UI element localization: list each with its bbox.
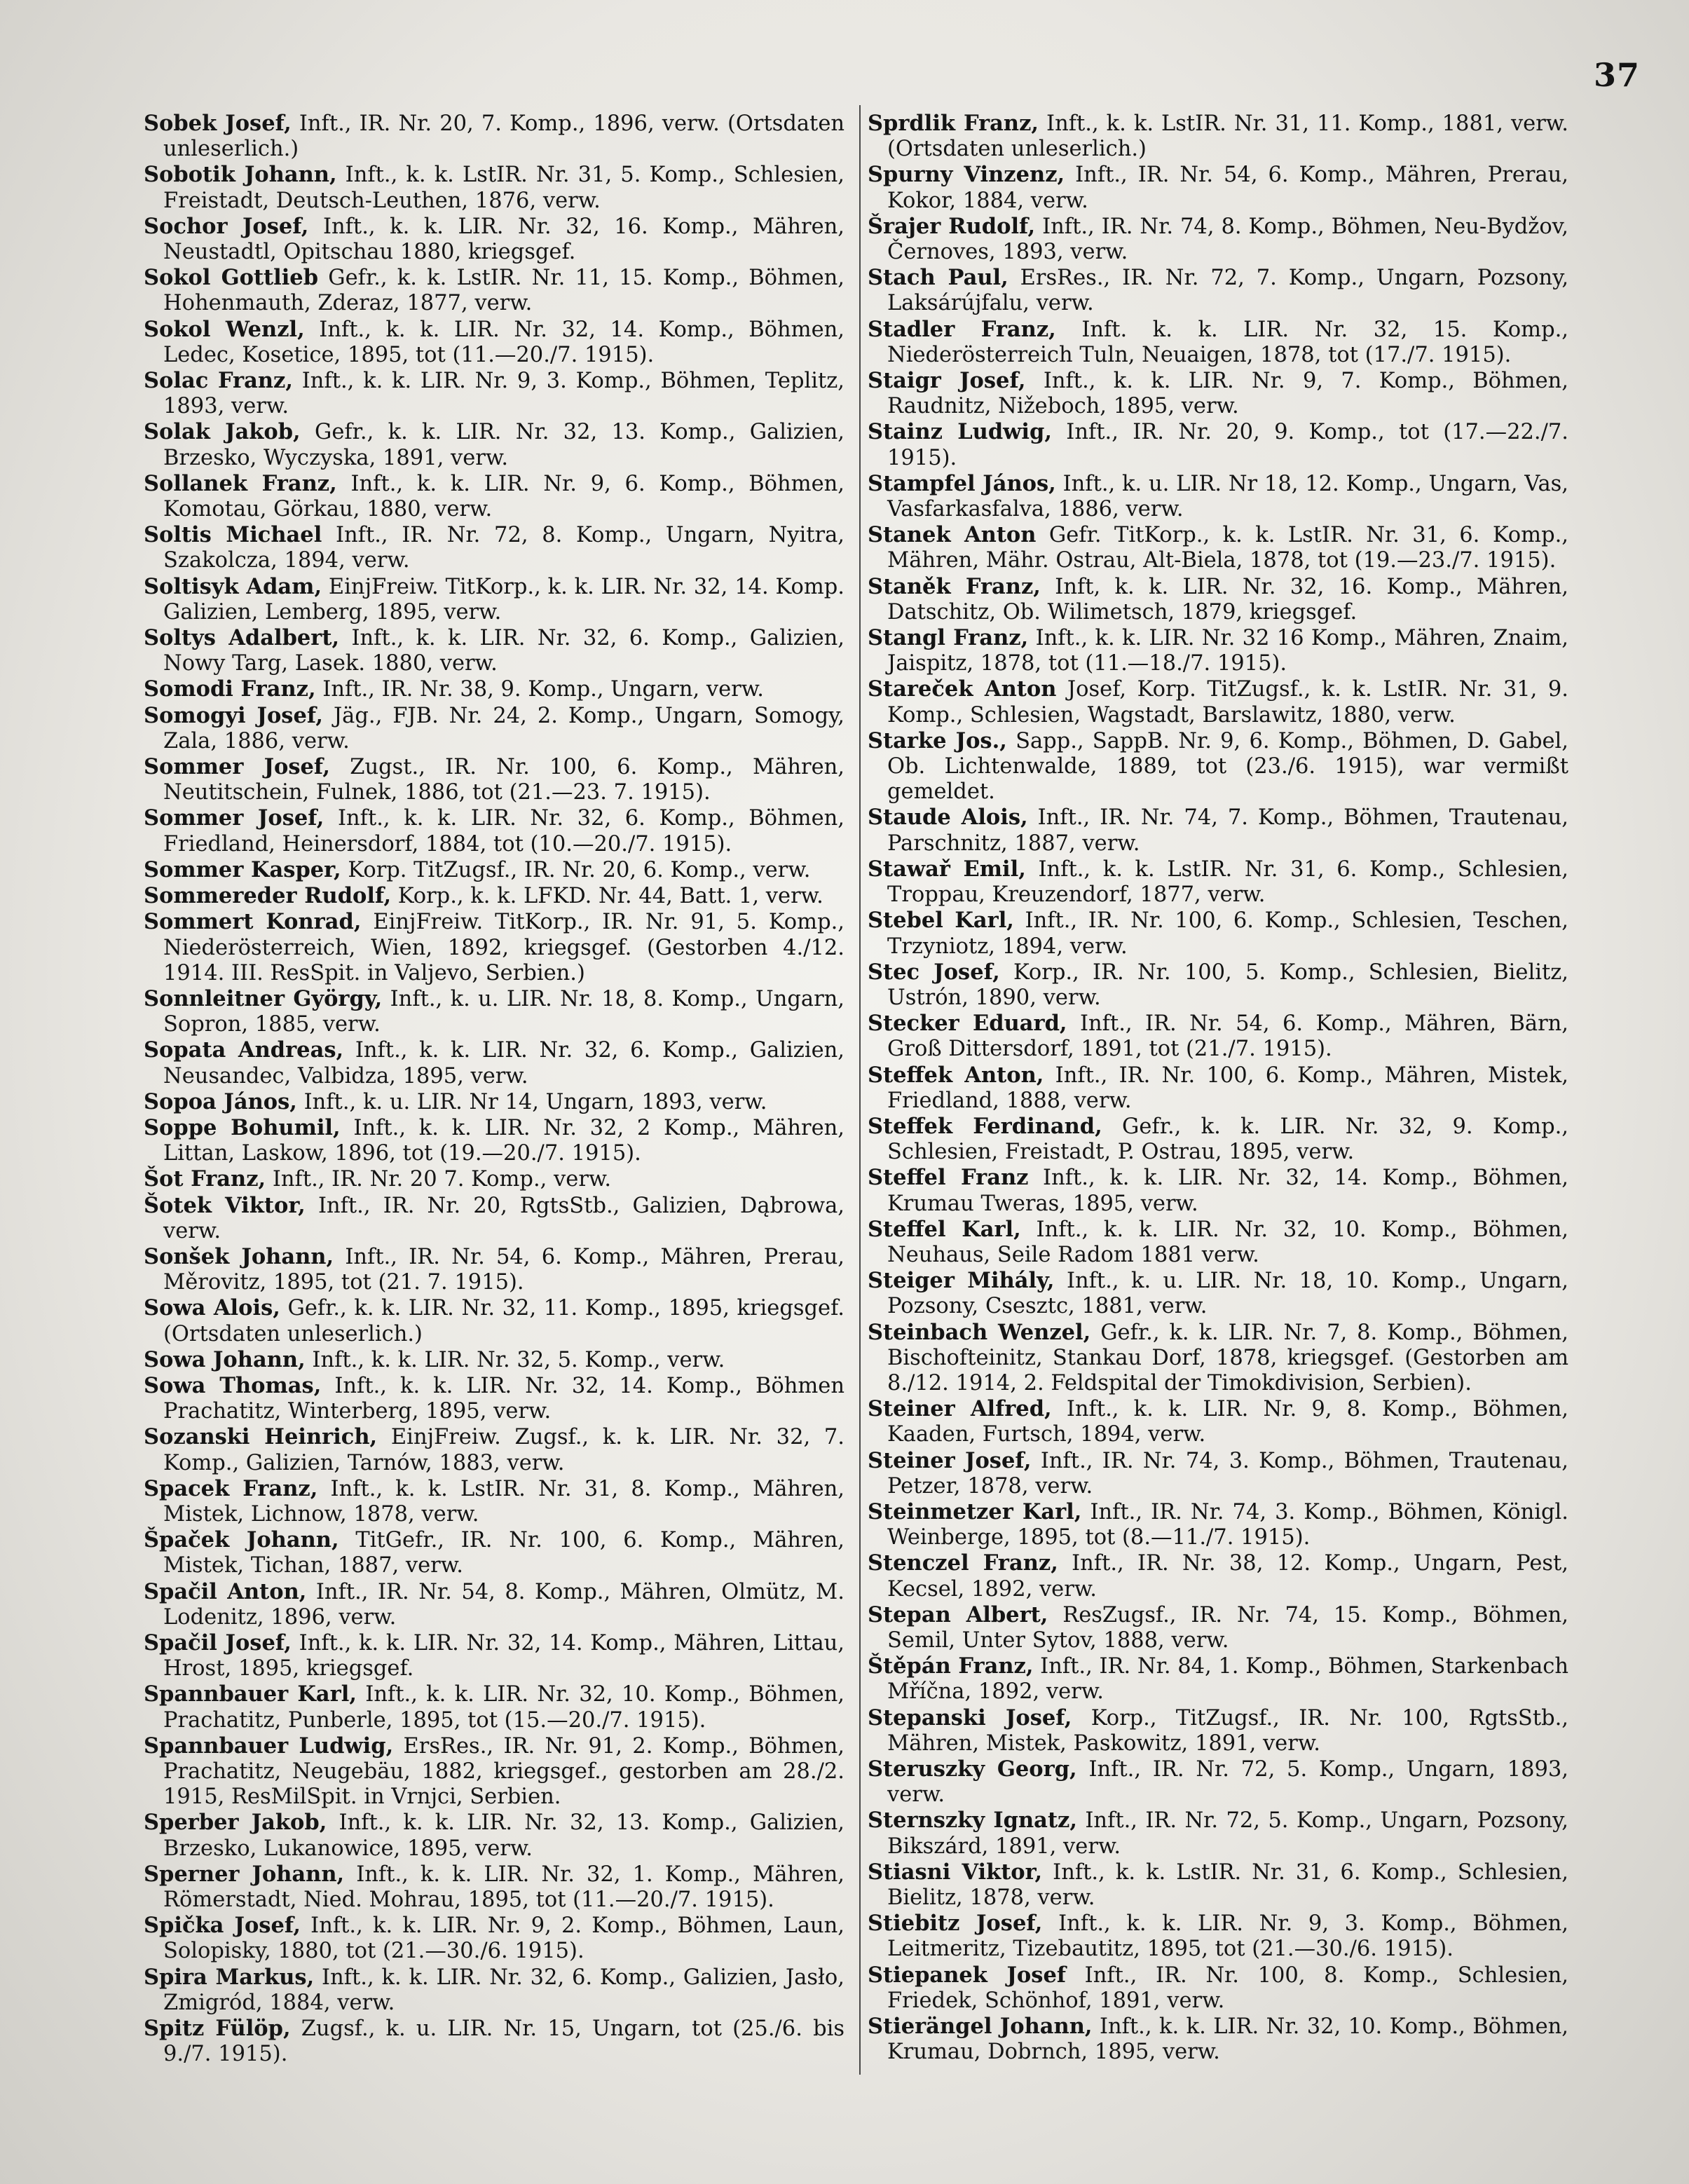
entry-name: Šotek Viktor, (144, 1192, 306, 1218)
entry-name: Sommer Josef, (144, 754, 330, 780)
entry-name: Špaček Johann, (144, 1527, 339, 1553)
entry-details: Inft., k. k. LIR. Nr. 32, 10. Komp., Böhmen, Prachatitz, Punberle, 1895, tot (15.—20./7. 1915). (163, 1682, 844, 1733)
roster-entry (868, 625, 1568, 676)
roster-entry (144, 111, 844, 162)
roster-entry (144, 471, 844, 522)
roster-entry (868, 214, 1568, 265)
entry-name: Starke Jos., (868, 728, 1007, 753)
entry-details: Zugst., IR. Nr. 100, 6. Komp., Mähren, Neutitschein, Fulnek, 1886, tot (21.—23. 7. 1915). (163, 755, 844, 805)
roster-entry (868, 1165, 1568, 1216)
roster-entry (868, 1602, 1568, 1653)
roster-entry (144, 419, 844, 470)
roster-entry (868, 1320, 1568, 1397)
entry-details: Inft., IR. Nr. 74, 3. Komp., Böhmen, Königl. Weinberge, 1895, tot (8.—11./7. 1915). (887, 1499, 1568, 1550)
entry-details: Jäg., FJB. Nr. 24, 2. Komp., Ungarn, Somogy, Zala, 1886, verw. (163, 703, 844, 753)
roster-entry (144, 1115, 844, 1166)
roster-entry (144, 368, 844, 419)
entry-name: Štěpán Franz, (868, 1653, 1034, 1679)
roster-entry (144, 265, 844, 316)
roster-entry (144, 162, 844, 213)
entry-name: Steiger Mihály, (868, 1268, 1055, 1294)
entry-details: Inft., IR. Nr. 74, 3. Komp., Böhmen, Trautenau, Petzer, 1878, verw. (887, 1448, 1568, 1499)
roster-entry (144, 1037, 844, 1088)
entry-name: Somodi Franz, (144, 676, 316, 702)
entry-name: Steiner Alfred, (868, 1396, 1052, 1422)
entry-name: Soppe Bohumil, (144, 1114, 341, 1140)
entry-name: Soltisyk Adam, (144, 573, 322, 599)
roster-entry (868, 1268, 1568, 1319)
entry-name: Sperber Jakob, (144, 1810, 327, 1836)
roster-entry (144, 1579, 844, 1630)
entry-name: Steffel Franz (868, 1165, 1029, 1191)
entry-details: ErsRes., IR. Nr. 72, 7. Komp., Ungarn, Pozsony, Laksárújfalu, verw. (887, 266, 1569, 316)
roster-entry (868, 1063, 1568, 1114)
entry-name: Stecker Eduard, (868, 1011, 1067, 1037)
entry-name: Sommert Konrad, (144, 909, 362, 935)
entry-name: Sowa Alois, (144, 1295, 280, 1321)
roster-entry (868, 960, 1568, 1011)
entry-name: Steffek Ferdinand, (868, 1113, 1102, 1139)
entry-name: Spička Josef, (144, 1913, 301, 1939)
roster-entry (144, 703, 844, 754)
entry-name: Stiasni Viktor, (868, 1859, 1043, 1885)
roster-entry (144, 857, 844, 883)
roster-entry (144, 1681, 844, 1733)
entry-name: Sommer Josef, (144, 805, 324, 831)
entry-details: Inft., k. k. LIR. Nr. 9, 3. Komp., Böhmen, Leitmeritz, Tizebautitz, 1895, tot (21.—30./6. 1915). (887, 1911, 1568, 1962)
roster-entry (144, 1424, 844, 1475)
entry-name: Stach Paul, (868, 265, 1008, 291)
entry-name: Staigr Josef, (868, 368, 1026, 394)
entry-details: Inft., k. k. LstIR. Nr. 31, 5. Komp., Schlesien, Freistadt, Deutsch-Leuthen, 1876, verw. (163, 163, 844, 213)
roster-entry (868, 1808, 1568, 1859)
entry-name: Sochor Josef, (144, 213, 309, 239)
roster-entry (868, 1963, 1568, 2014)
entry-name: Steinbach Wenzel, (868, 1319, 1091, 1345)
roster-entry (868, 265, 1568, 316)
roster-entry (868, 676, 1568, 728)
entry-details: Inft., k. u. LIR. Nr 18, 12. Komp., Ungarn, Vas, Vasfarkasfalva, 1886, verw. (887, 471, 1568, 522)
entry-name: Sobek Josef, (144, 111, 292, 136)
entry-details: Inft., IR. Nr. 100, 6. Komp., Mähren, Mistek, Friedland, 1888, verw. (887, 1063, 1568, 1113)
roster-entry (868, 162, 1568, 213)
entry-details: Inft., k. k. LIR. Nr. 32, 13. Komp., Galizien, Brzesko, Lukanowice, 1895, verw. (163, 1810, 845, 1861)
entry-details: Inft., k. k. LstIR. Nr. 31, 6. Komp., Schlesien, Troppau, Kreuzendorf, 1877, verw. (887, 856, 1568, 908)
entry-details: Inft., k. k. LIR. Nr. 32, 1. Komp., Mähren, Römerstadt, Nied. Mohrau, 1895, tot (11.—20./7. 1915). (163, 1862, 844, 1913)
entry-details: Inft., k. u. LIR. Nr. 18, 10. Komp., Ungarn, Pozsony, Csesztc, 1881, verw. (887, 1269, 1568, 1319)
entry-name: Steffel Karl, (868, 1216, 1021, 1242)
entry-details: Inft., IR. Nr. 20 7. Komp., verw. (272, 1167, 612, 1192)
entry-details: Inft., k. k. LIR. Nr. 32, 5. Komp., verw. (312, 1347, 725, 1372)
roster-entry (868, 1756, 1568, 1808)
roster-entry (868, 908, 1568, 959)
roster-entry (144, 1913, 844, 1964)
entry-name: Steiner Josef, (868, 1447, 1032, 1473)
roster-entry (144, 317, 844, 368)
roster-entry (144, 1733, 844, 1810)
roster-entry (144, 1089, 844, 1115)
entry-details: Inft., IR. Nr. 72, 5. Komp., Ungarn, Pozsony, Bikszárd, 1891, verw. (887, 1808, 1568, 1859)
entry-details: Gefr., k. k. LIR. Nr. 32, 9. Komp., Schlesien, Freistadt, P. Ostrau, 1895, verw. (887, 1114, 1568, 1165)
roster-entry (868, 1705, 1568, 1756)
entry-name: Stawař Emil, (868, 856, 1026, 882)
entry-name: Stangl Franz, (868, 625, 1029, 651)
entry-name: Spitz Fülöp, (144, 2016, 291, 2042)
entry-name: Sopata Andreas, (144, 1037, 344, 1063)
entry-details: Inft., k. k. LIR. Nr. 9, 7. Komp., Böhmen, Raudnitz, Nižeboch, 1895, verw. (887, 369, 1568, 419)
entry-details: EinjFreiw. TitKorp., IR. Nr. 91, 5. Komp., Niederösterreich, Wien, 1892, kriegsgef. (Gestorben 4./12. 1914. III. ResSpit. in Valjevo, Serbien.) (163, 910, 844, 985)
roster-entry (144, 574, 844, 625)
entry-name: Sprdlik Franz, (868, 111, 1039, 136)
roster-entry (868, 1911, 1568, 1962)
entry-details: Inft., k. k. LIR. Nr. 32 16 Komp., Mähren, Znaim, Jaispitz, 1878, tot (11.—18./7. 1915). (887, 626, 1568, 676)
entry-name: Sozanski Heinrich, (144, 1424, 378, 1450)
page-number: 37 (1593, 56, 1640, 94)
entry-details: Inft., IR. Nr. 38, 9. Komp., Ungarn, verw. (322, 677, 764, 702)
roster-entry (144, 1862, 844, 1913)
entry-details: Inft., k. k. LIR. Nr. 32, 6. Komp., Galizien, Jasło, Zmigród, 1884, verw. (163, 1965, 844, 2015)
entry-name: Stepan Albert, (868, 1602, 1048, 1627)
roster-entry (868, 1550, 1568, 1602)
roster-entry (144, 522, 844, 573)
entry-details: Inft., k. k. LIR. Nr. 9, 2. Komp., Böhmen, Laun, Solopisky, 1880, tot (21.—30./6. 1915). (163, 1913, 844, 1964)
entry-details: Inft., k. k. LIR. Nr. 32, 14. Komp., Böhmen Prachatitz, Winterberg, 1895, verw. (163, 1373, 845, 1424)
entry-name: Spacek Franz, (144, 1475, 318, 1501)
entry-details: Korp., k. k. LFKD. Nr. 44, Batt. 1, verw. (397, 884, 823, 909)
entry-details: Gefr., k. k. LIR. Nr. 7, 8. Komp., Böhmen, Bischofteinitz, Stankau Dorf, 1878, kriegsgef. (Gestorben am 8./12. 1914, 2. Feldspital der Timokdivision, Serbien). (887, 1320, 1568, 1395)
entry-name: Sommer Kasper, (144, 856, 341, 882)
entry-name: Šrajer Rudolf, (868, 213, 1036, 239)
entry-details: Inft., IR. Nr. 84, 1. Komp., Böhmen, Starkenbach Mříčna, 1892, verw. (887, 1654, 1569, 1705)
roster-entry (868, 317, 1568, 368)
entry-details: Zugsf., k. u. LIR. Nr. 15, Ungarn, tot (25./6. bis 9./7. 1915). (163, 2016, 845, 2067)
roster-entry (144, 754, 844, 805)
entry-name: Stareček Anton (868, 676, 1057, 702)
roster-entry (868, 1499, 1568, 1550)
entry-details: Inft., IR. Nr. 100, 8. Komp., Schlesien, Friedek, Schönhof, 1891, verw. (887, 1963, 1569, 2013)
entry-details: Inft., IR. Nr. 54, 6. Komp., Mähren, Bärn, Groß Dittersdorf, 1891, tot (21./7. 1915). (887, 1011, 1568, 1062)
right-column (868, 111, 1568, 2065)
entry-details: Gefr., k. k. LstIR. Nr. 11, 15. Komp., Böhmen, Hohenmauth, Zderaz, 1877, verw. (163, 266, 844, 316)
entry-name: Sternszky Ignatz, (868, 1808, 1077, 1834)
roster-entry (868, 2014, 1568, 2065)
entry-name: Spannbauer Ludwig, (144, 1733, 394, 1759)
entry-details: Inft., k. k. LIR. Nr. 32, 14. Komp., Böhmen, Ledec, Kosetice, 1895, tot (11.—20./7. 1915). (163, 317, 844, 367)
entry-details: Inft., k. k. LIR. Nr. 32, 14. Komp., Böhmen, Krumau Tweras, 1895, verw. (887, 1166, 1568, 1216)
entry-details: Inft., k. k. LIR. Nr. 9, 3. Komp., Böhmen, Teplitz, 1893, verw. (163, 369, 845, 419)
roster-entry (144, 214, 844, 265)
entry-details: Inft., IR. Nr. 54, 6. Komp., Mähren, Prerau, Měrovitz, 1895, tot (21. 7. 1915). (163, 1244, 844, 1295)
entry-details: Inft., k. k. LstIR. Nr. 31, 6. Komp., Schlesien, Bielitz, 1878, verw. (887, 1859, 1568, 1911)
entry-name: Sonnleitner György, (144, 985, 383, 1011)
roster-entry (144, 805, 844, 856)
entry-name: Sommereder Rudolf, (144, 883, 392, 909)
entry-name: Sobotik Johann, (144, 162, 337, 188)
roster-entry (868, 522, 1568, 573)
entry-details: Inft., k. k. LIR. Nr. 32, 10. Komp., Böhmen, Neuhaus, Seile Radom 1881 verw. (887, 1217, 1568, 1267)
entry-details: EinjFreiw. TitKorp., k. k. LIR. Nr. 32, 14. Komp. Galizien, Lemberg, 1895, verw. (163, 574, 844, 625)
entry-name: Sopoa János, (144, 1088, 297, 1114)
entry-name: Steruszky Georg, (868, 1756, 1077, 1782)
entry-name: Sperner Johann, (144, 1861, 345, 1887)
entry-name: Spurny Vinzenz, (868, 162, 1065, 188)
entry-name: Staude Alois, (868, 805, 1028, 831)
roster-entry (144, 1810, 844, 1861)
roster-entry (144, 1630, 844, 1681)
entry-details: Inft., k. u. LIR. Nr 14, Ungarn, 1893, verw. (303, 1089, 767, 1114)
entry-details: Inft., k. k. LIR. Nr. 32, 16. Komp., Mähren, Neustadtl, Opitschau 1880, kriegsgef. (163, 214, 844, 265)
roster-entry (868, 1011, 1568, 1062)
roster-entry (144, 2016, 844, 2067)
entry-name: Stiebitz Josef, (868, 1911, 1043, 1937)
entry-details: Inft., k. k. LIR. Nr. 32, 6. Komp., Galizien, Nowy Targ, Lasek. 1880, verw. (163, 626, 844, 676)
entry-details: Inft., IR. Nr. 100, 6. Komp., Schlesien, Teschen, Trzyniotz, 1894, verw. (887, 908, 1568, 959)
entry-details: Inft., k. k. LIR. Nr. 9, 6. Komp., Böhmen, Komotau, Görkau, 1880, verw. (163, 471, 844, 522)
entry-name: Somogyi Josef, (144, 702, 323, 728)
roster-entry (868, 1448, 1568, 1499)
entry-name: Stainz Ludwig, (868, 419, 1052, 445)
roster-entry (144, 676, 844, 702)
roster-entry (868, 1859, 1568, 1911)
entry-details: Gefr., k. k. LIR. Nr. 32, 11. Komp., 1895, kriegsgef. (Ortsdaten unleserlich.) (163, 1296, 844, 1346)
entry-details: Inft., IR. Nr. 20, RgtsStb., Galizien, Dąbrowa, verw. (163, 1193, 844, 1243)
roster-entry (144, 1373, 844, 1424)
roster-entry (868, 1217, 1568, 1268)
entry-details: Inft., IR. Nr. 74, 7. Komp., Böhmen, Trautenau, Parschnitz, 1887, verw. (887, 805, 1568, 856)
roster-entry (868, 574, 1568, 625)
left-column (144, 111, 844, 2067)
entry-details: ResZugsf., IR. Nr. 74, 15. Komp., Böhmen, Semil, Unter Sytov, 1888, verw. (887, 1602, 1568, 1653)
entry-details: ErsRes., IR. Nr. 91, 2. Komp., Böhmen, Prachatitz, Neugebäu, 1882, kriegsgef., gestorben am 28./2. 1915, ResMilSpit. in Vrnjci, Serbien. (163, 1733, 844, 1810)
roster-entry (868, 111, 1568, 162)
entry-details: Josef, Korp. TitZugsf., k. k. LstIR. Nr. 31, 9. Komp., Schlesien, Wagstadt, Barslawitz, 1880, verw. (887, 677, 1568, 728)
entry-details: Inft., k. k. LIR. Nr. 32, 6. Komp., Böhmen, Friedland, Heinersdorf, 1884, tot (10.—20./7. 1915). (163, 806, 844, 856)
entry-name: Sokol Wenzl, (144, 316, 305, 342)
roster-entry (144, 986, 844, 1037)
roster-entry (144, 1965, 844, 2016)
roster-entry (144, 909, 844, 986)
roster-entry (144, 1193, 844, 1244)
entry-name: Stampfel János, (868, 470, 1056, 496)
entry-details: Sapp., SappB. Nr. 9, 6. Komp., Böhmen, D. Gabel, Ob. Lichtenwalde, 1889, tot (23./6. 1915), war vermißt gemeldet. (887, 728, 1568, 805)
roster-entry (868, 1396, 1568, 1447)
entry-name: Spačil Anton, (144, 1578, 307, 1604)
entry-details: Inft., k. k. LstIR. Nr. 31, 8. Komp., Mähren, Mistek, Lichnow, 1878, verw. (163, 1476, 844, 1527)
entry-name: Sowa Thomas, (144, 1372, 322, 1398)
entry-details: Inft., IR. Nr. 54, 6. Komp., Mähren, Prerau, Kokor, 1884, verw. (887, 163, 1568, 213)
entry-name: Stierängel Johann, (868, 2014, 1093, 2040)
entry-details: Inft., k. k. LstIR. Nr. 31, 11. Komp., 1881, verw. (Ortsdaten unleserlich.) (887, 111, 1568, 162)
entry-details: Inft., k. k. LIR. Nr. 32, 2 Komp., Mähren, Littan, Laskow, 1896, tot (19.—20./7. 1915). (163, 1115, 844, 1166)
entry-details: EinjFreiw. Zugsf., k. k. LIR. Nr. 32, 7. Komp., Galizien, Tarnów, 1883, verw. (163, 1425, 845, 1475)
roster-entry (868, 1114, 1568, 1165)
entry-name: Sokol Gottlieb (144, 265, 319, 291)
roster-entry (868, 419, 1568, 470)
entry-details: Inft., IR. Nr. 20, 9. Komp., tot (17.—22./7. 1915). (887, 420, 1568, 470)
roster-entry (868, 368, 1568, 419)
entry-details: Inft., k. k. LIR. Nr. 32, 6. Komp., Galizien, Neusandec, Valbidza, 1895, verw. (163, 1038, 844, 1088)
entry-details: TitGefr., IR. Nr. 100, 6. Komp., Mähren, Mistek, Tichan, 1887, verw. (163, 1528, 844, 1578)
entry-name: Stiepanek Josef (868, 1962, 1066, 1988)
entry-details: Inft., k. u. LIR. Nr. 18, 8. Komp., Ungarn, Sopron, 1885, verw. (163, 986, 844, 1037)
entry-details: Inft., IR. Nr. 74, 8. Komp., Böhmen, Neu-Bydžov, Černoves, 1893, verw. (887, 214, 1568, 265)
column-divider (859, 105, 861, 2075)
entry-name: Solak Jakob, (144, 419, 301, 445)
entry-details: Inft, k. k. LIR. Nr. 32, 16. Komp., Mähren, Datschitz, Ob. Wilimetsch, 1879, kriegsgef. (887, 574, 1568, 625)
roster-entry (144, 883, 844, 909)
roster-entry (868, 1653, 1568, 1705)
entry-name: Sollanek Franz, (144, 470, 337, 496)
entry-name: Staněk Franz, (868, 573, 1041, 599)
entry-name: Sowa Johann, (144, 1346, 306, 1372)
entry-details: Inft., k. k. LIR. Nr. 32, 10. Komp., Böhmen, Krumau, Dobrnch, 1895, verw. (887, 2014, 1568, 2065)
entry-name: Stec Josef, (868, 959, 1000, 985)
entry-details: Gefr. TitKorp., k. k. LstIR. Nr. 31, 6. Komp., Mähren, Mähr. Ostrau, Alt-Biela, 1878, tot (19.—23./7. 1915). (887, 523, 1568, 573)
entry-name: Spannbauer Karl, (144, 1681, 357, 1707)
entry-details: Inft., IR. Nr. 20, 7. Komp., 1896, verw. (Ortsdaten unleserlich.) (163, 111, 845, 162)
entry-name: Solac Franz, (144, 368, 294, 394)
roster-entry (868, 856, 1568, 908)
entry-name: Stenczel Franz, (868, 1550, 1058, 1576)
entry-name: Soltys Adalbert, (144, 625, 340, 651)
entry-name: Spira Markus, (144, 1964, 315, 1990)
entry-name: Spačil Josef, (144, 1630, 292, 1656)
entry-name: Stanek Anton (868, 522, 1037, 548)
entry-details: Inft., IR. Nr. 72, 8. Komp., Ungarn, Nyitra, Szakolcza, 1894, verw. (163, 523, 844, 573)
entry-details: Inft., IR. Nr. 54, 8. Komp., Mähren, Olmütz, M. Lodenitz, 1896, verw. (163, 1579, 844, 1630)
roster-entry (144, 1244, 844, 1295)
roster-entry (144, 1295, 844, 1346)
entry-details: Inft., IR. Nr. 38, 12. Komp., Ungarn, Pest, Kecsel, 1892, verw. (887, 1551, 1568, 1602)
entry-name: Stadler Franz, (868, 316, 1056, 342)
entry-details: Inft., IR. Nr. 72, 5. Komp., Ungarn, 1893, verw. (887, 1757, 1568, 1808)
entry-name: Steffek Anton, (868, 1062, 1044, 1088)
entry-name: Soltis Michael (144, 522, 322, 548)
entry-name: Stepanski Josef, (868, 1705, 1072, 1731)
roster-entry (868, 805, 1568, 856)
entry-details: Inft. k. k. LIR. Nr. 32, 15. Komp., Niederösterreich Tuln, Neuaigen, 1878, tot (17./7. 1915). (887, 317, 1568, 367)
roster-entry (144, 1476, 844, 1527)
entry-name: Šot Franz, (144, 1166, 266, 1192)
entry-name: Steinmetzer Karl, (868, 1499, 1082, 1524)
roster-entry (144, 1166, 844, 1192)
entry-name: Stebel Karl, (868, 908, 1014, 934)
entry-details: Gefr., k. k. LIR. Nr. 32, 13. Komp., Galizien, Brzesko, Wyczyska, 1891, verw. (163, 420, 844, 470)
entry-details: Korp., TitZugsf., IR. Nr. 100, RgtsStb., Mähren, Mistek, Paskowitz, 1891, verw. (887, 1705, 1568, 1756)
roster-entry (144, 1527, 844, 1578)
roster-entry (868, 471, 1568, 522)
entry-details: Inft., k. k. LIR. Nr. 9, 8. Komp., Böhmen, Kaaden, Furtsch, 1894, verw. (887, 1397, 1568, 1447)
entry-name: Sonšek Johann, (144, 1243, 334, 1269)
roster-entry (144, 625, 844, 676)
entry-details: Korp. TitZugsf., IR. Nr. 20, 6. Komp., verw. (348, 857, 811, 882)
roster-entry (144, 1347, 844, 1373)
entry-details: Korp., IR. Nr. 100, 5. Komp., Schlesien, Bielitz, Ustrón, 1890, verw. (887, 960, 1568, 1010)
entry-details: Inft., k. k. LIR. Nr. 32, 14. Komp., Mähren, Littau, Hrost, 1895, kriegsgef. (163, 1630, 844, 1681)
roster-entry (868, 728, 1568, 805)
